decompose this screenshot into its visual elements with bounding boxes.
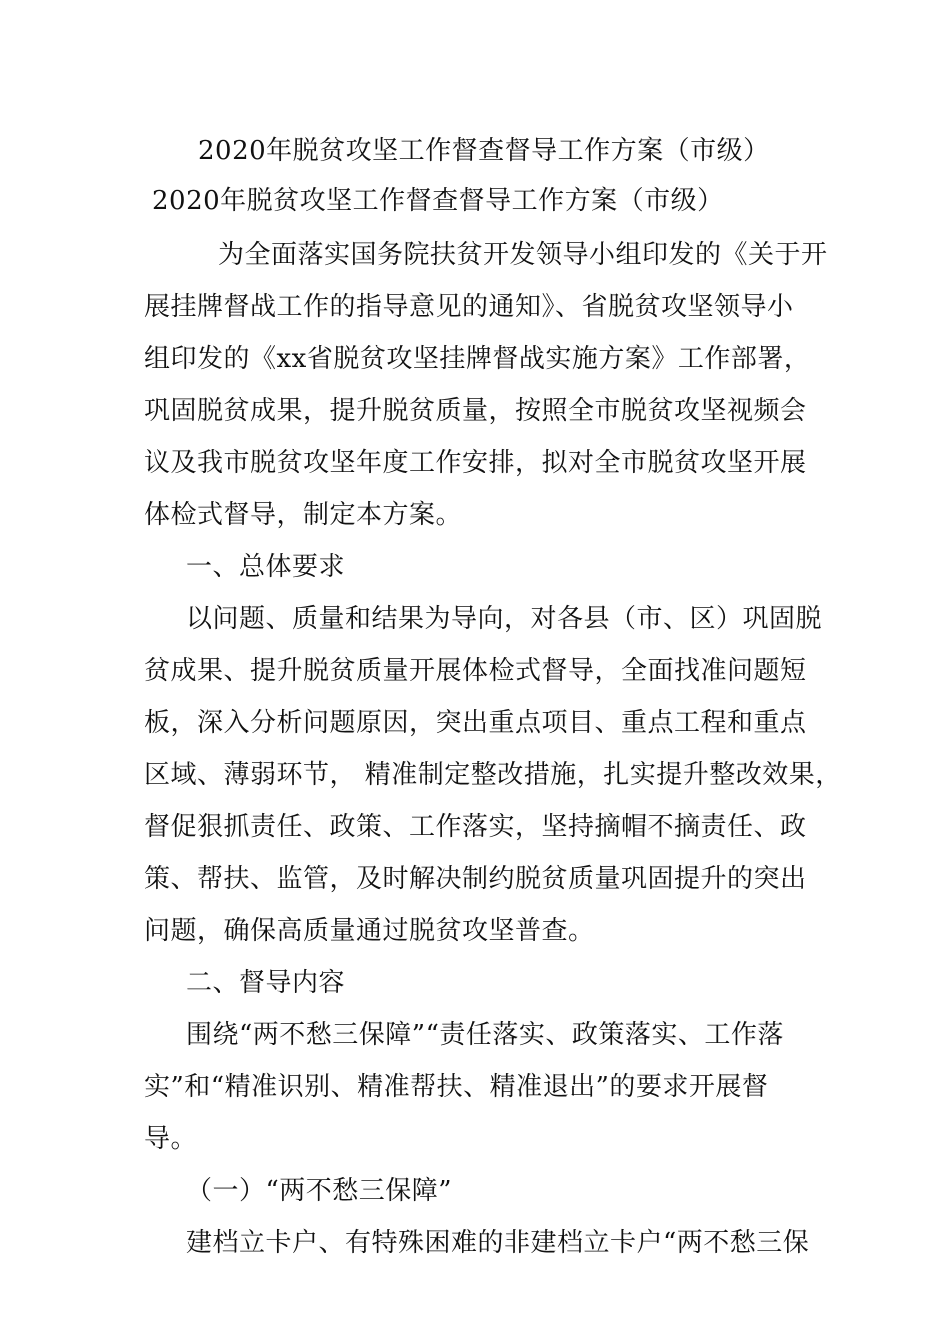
document-title: 2020年脱贫攻坚工作督查督导工作方案（市级）: [198, 136, 770, 166]
section-1-line-4: 区域、薄弱环节， 精准制定整改措施，扎实提升整改效果，: [144, 760, 842, 790]
section-1-line-6: 策、帮扶、监管，及时解决制约脱贫质量巩固提升的突出: [144, 864, 807, 894]
subsection-1-line-1: 建档立卡户、有特殊困难的非建档立卡户“两不愁三保: [186, 1228, 810, 1258]
intro-line-5: 议及我市脱贫攻坚年度工作安排，拟对全市脱贫攻坚开展: [144, 448, 807, 478]
intro-line-4: 巩固脱贫成果，提升脱贫质量，按照全市脱贫攻坚视频会: [144, 396, 807, 426]
intro-line-6: 体检式督导，制定本方案。: [144, 500, 463, 530]
section-2-line-3: 导。: [144, 1124, 198, 1154]
intro-line-2: 展挂牌督战工作的指导意见的通知》、省脱贫攻坚领导小: [144, 292, 794, 322]
section-1-line-7: 问题，确保高质量通过脱贫攻坚普查。: [144, 916, 595, 946]
section-2-heading: 二、督导内容: [186, 968, 346, 998]
section-1-line-1: 以问题、质量和结果为导向，对各县（市、区）巩固脱: [186, 604, 823, 634]
intro-line-1: 为全面落实国务院扶贫开发领导小组印发的《关于开: [218, 240, 828, 270]
document-subtitle: 2020年脱贫攻坚工作督查督导工作方案（市级）: [152, 186, 724, 216]
subsection-1-heading: （一）“两不愁三保障”: [186, 1176, 453, 1206]
section-1-heading: 一、总体要求: [186, 552, 346, 582]
section-2-line-2: 实”和“精准识别、精准帮扶、精准退出”的要求开展督: [144, 1072, 769, 1102]
section-1-line-2: 贫成果、提升脱贫质量开展体检式督导，全面找准问题短: [144, 656, 807, 686]
section-1-line-3: 板，深入分析问题原因，突出重点项目、重点工程和重点: [144, 708, 807, 738]
section-2-line-1: 围绕“两不愁三保障”“责任落实、政策落实、工作落: [186, 1020, 784, 1050]
section-1-line-5: 督促狠抓责任、政策、工作落实，坚持摘帽不摘责任、政: [144, 812, 807, 842]
intro-line-3: 组印发的《xx省脱贫攻坚挂牌督战实施方案》工作部署，: [144, 344, 811, 374]
